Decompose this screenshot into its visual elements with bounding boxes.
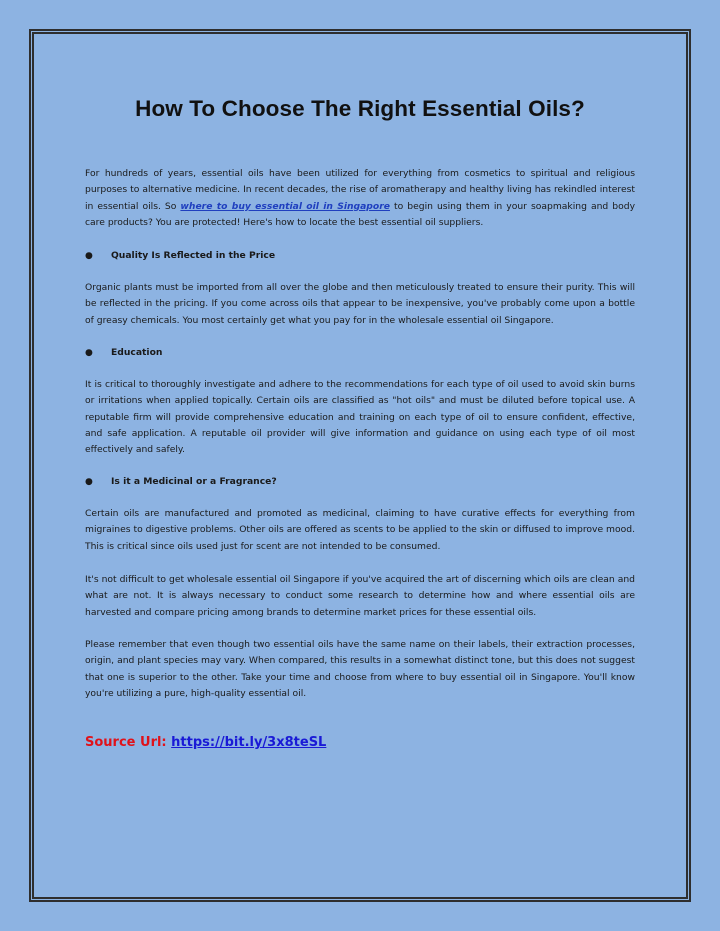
intro-paragraph xyxy=(85,166,635,231)
source-line xyxy=(85,735,326,750)
buy-essential-oil-link[interactable]: where to buy essential oil in Singapore xyxy=(180,200,390,212)
source-label: Source Url: xyxy=(85,735,167,750)
source-url-link[interactable]: https://bit.ly/3x8teSL xyxy=(171,735,327,750)
intro-text-start: For hundreds of years, essential oils have been utilized for everything from cosmetics to spiritual and religious purposes to alternative medicine. In recent decades, the rise of aromatherapy and healthy living has rekindled interest in essential oils. So xyxy=(85,168,635,212)
bullet-icon: ● xyxy=(85,348,93,358)
medicinal-paragraph: Certain oils are manufactured and promoted as medicinal, claiming to have curative effects for everything from migraines to digestive problems. Other oils are offered as scents to be applied to the skin or diffused to improve mood. This is critical since oils used just for scent are not intended to be consumed. xyxy=(85,508,635,552)
education-paragraph: It is critical to thoroughly investigate and adhere to the recommendations for each type of oil used to avoid skin burns or irritations when applied topically. Certain oils are classified as "hot oils" and must be diluted before topical use. A reputable firm will provide comprehensive education and training on each type of oil to ensure confident, effective, and safe application. A reputable oil provider will give information and guidance on using each type of oil most effectively and safely. xyxy=(85,379,635,456)
page-border xyxy=(29,29,691,902)
bullet-icon: ● xyxy=(85,251,93,261)
page-title: How To Choose The Right Essential Oils? xyxy=(135,96,585,121)
section-heading-label: Quality Is Reflected in the Price xyxy=(111,250,276,261)
wholesale-paragraph: It's not difficult to get wholesale essential oil Singapore if you've acquired the art of discerning which oils are clean and what are not. It is always necessary to conduct some research to determine how and where essential oils are harvested and compare pricing among brands to determine market prices for these essential oils. xyxy=(85,574,635,618)
section-heading-label: Is it a Medicinal or a Fragrance? xyxy=(111,476,277,487)
intro-text-end: to begin using them in your soapmaking and body care products? You are protected! Here's how to locate the best essential oil suppliers. xyxy=(85,200,636,228)
section-heading-medicinal xyxy=(85,474,635,490)
section-heading-label: Education xyxy=(111,347,163,358)
remember-paragraph: Please remember that even though two essential oils have the same name on their labels, their extraction processes, origin, and plant species may vary. When compared, this results in a somewhat distinct tone, but this does not suggest that one is superior to the other. Take your time and choose from where to buy essential oil in Singapore. You'll know you're utilizing a pure, high-quality essential oil. xyxy=(85,639,635,699)
bullet-icon: ● xyxy=(85,477,93,487)
section-heading-quality xyxy=(85,248,635,264)
section-heading-education xyxy=(85,345,635,361)
quality-paragraph: Organic plants must be imported from all over the globe and then meticulously treated to ensure their purity. This will be reflected in the pricing. If you come across oils that appear to be inexpensive, you've probably come upon a bottle of greasy chemicals. You most certainly get what you pay for in the wholesale essential oil Singapore. xyxy=(85,282,635,326)
